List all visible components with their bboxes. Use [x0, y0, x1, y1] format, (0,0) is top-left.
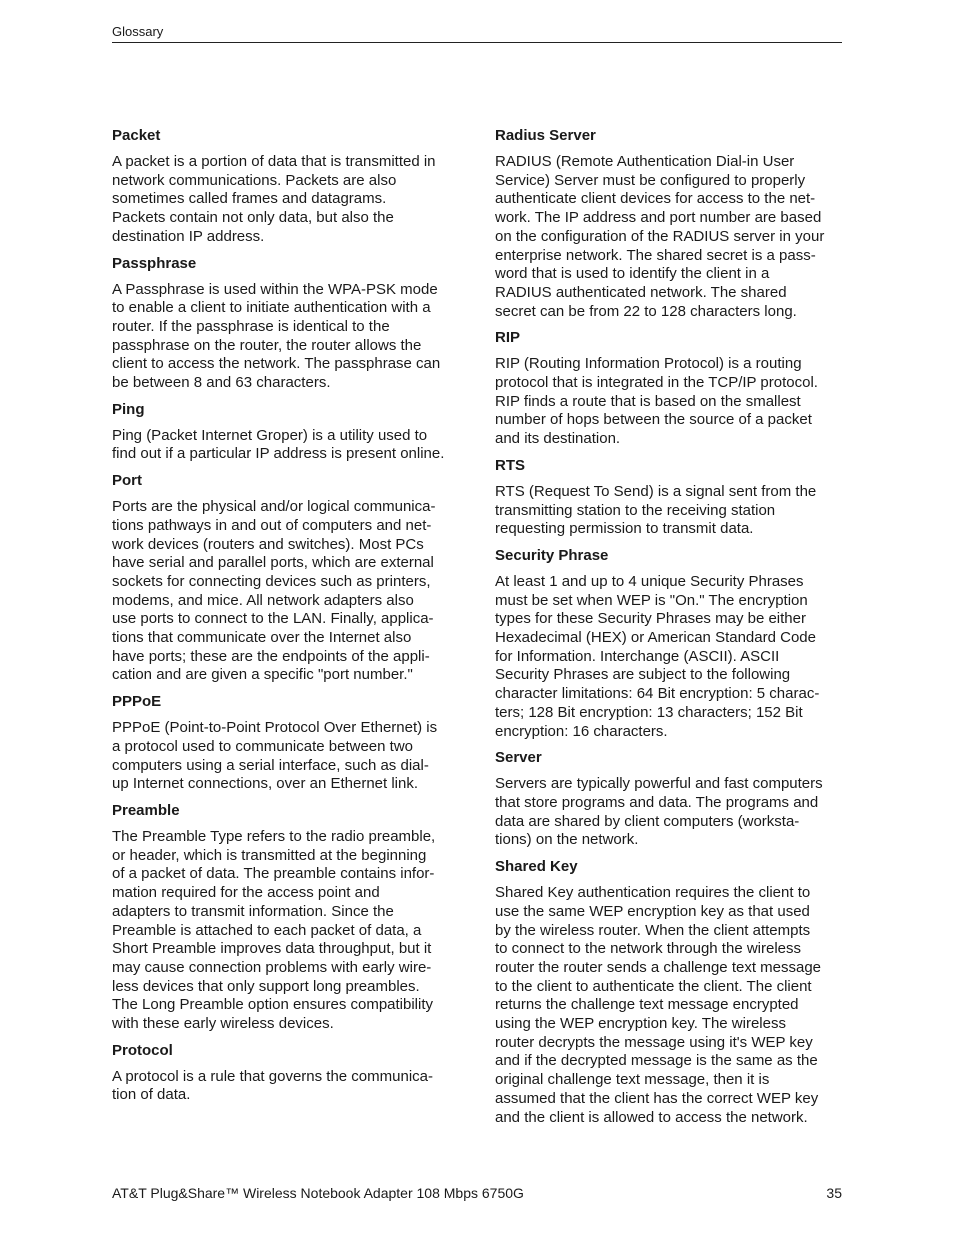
glossary-term: Port: [112, 472, 142, 490]
glossary-term: Server: [495, 749, 542, 767]
running-header: Glossary: [112, 24, 164, 39]
glossary-entry-packet: [112, 127, 460, 247]
glossary-definition: At least 1 and up to 4 unique Security Phrases must be set when WEP is "On." The encryption types for these Security Phrases may be either Hexadecimal (HEX) or American Standard Code for Information. Interchange (ASCII). ASCII Security Phrases are subject to the following character limitations: 64 Bit encryption: 5 charac- ters; 128 Bit encryption: 13 characters; 152 Bit encryption: 16 characters.: [495, 572, 820, 740]
glossary-entry-port: [112, 472, 460, 685]
glossary-entry-rip: [495, 329, 843, 449]
glossary-definition: RTS (Request To Send) is a signal sent from the transmitting station to the receiving station requesting permission to transmit data.: [495, 482, 817, 538]
glossary-definition: A protocol is a rule that governs the communica- tion of data.: [112, 1067, 433, 1104]
glossary-column-right: [495, 127, 843, 1135]
glossary-entry-radius-server: [495, 127, 843, 321]
glossary-entry-protocol: [112, 1042, 460, 1105]
glossary-term: RTS: [495, 456, 525, 474]
glossary-entry-server: [495, 749, 843, 850]
glossary-definition: PPPoE (Point-to-Point Protocol Over Ethernet) is a protocol used to communicate between two computers using a serial interface, such as dial- up Internet connections, over an Ethernet link.: [112, 719, 438, 793]
glossary-definition: Shared Key authentication requires the client to use the same WEP encryption key as that used by the wireless router. When the client attempts to connect to the network through the wireless router the router sends a challenge text message to the client to authenticate the client. The client returns the challenge text message encrypted using the WEP encryption key. The wireless router decrypts the message using it's WEP key and if the decrypted message is the same as the original challenge text message, then it is assumed that the client has the correct WEP key and the client is allowed to access the network.: [495, 884, 822, 1126]
glossary-definition: A packet is a portion of data that is transmitted in network communications. Packets are also sometimes called frames and datagrams. Packets contain not only data, but also the destination IP address.: [112, 153, 436, 245]
glossary-definition: RIP (Routing Information Protocol) is a routing protocol that is integrated in the TCP/IP protocol. RIP finds a route that is based on the smallest number of hops between the source of a packet and its destination.: [495, 355, 818, 448]
glossary-definition: RADIUS (Remote Authentication Dial-in User Service) Server must be configured to properly authenticate client devices for access to the net- work. The IP address and port number are based on the configuration of the RADIUS server in your enterprise network. The shared secret is a pass- word that is used to identify the client in a RADIUS authenticated network. The shared secret can be from 22 to 128 characters long.: [495, 153, 825, 320]
glossary-term: Security Phrase: [495, 546, 609, 564]
glossary-entry-preamble: [112, 802, 460, 1034]
glossary-term: Protocol: [112, 1041, 173, 1059]
glossary-entry-ping: [112, 401, 460, 464]
glossary-term: Preamble: [112, 801, 180, 819]
glossary-term: PPPoE: [112, 693, 162, 711]
glossary-term: Radius Server: [495, 127, 596, 144]
glossary-column-left: [112, 127, 460, 1113]
glossary-entry-security-phrase: [495, 547, 843, 741]
glossary-entry-passphrase: [112, 255, 460, 393]
glossary-definition: Ports are the physical and/or logical communica- tions pathways in and out of computers and net- work devices (routers and switches). Most PCs have serial and parallel ports, which are external sockets for connecting devices such as printers, modems, and mice. All network adapters also use ports to connect to the LAN. Finally, applica- tions that communicate over the Internet also have ports; these are the endpoints of the appli- cation and are given a specific "port number.": [112, 498, 436, 684]
glossary-term: Packet: [112, 127, 161, 144]
header-rule: [112, 42, 842, 43]
glossary-entry-shared-key: [495, 858, 843, 1127]
glossary-definition: Ping (Packet Internet Groper) is a utility used to find out if a particular IP address is present online.: [112, 426, 445, 463]
glossary-definition: The Preamble Type refers to the radio preamble, or header, which is transmitted at the beginning of a packet of data. The preamble contains infor- mation required for the access point and adapters to transmit information. Since the Preamble is attached to each packet of data, a Short Preamble improves data throughput, but it may cause connection problems with early wire- less devices that only support long preambles. The Long Preamble option ensures compatibility with these early wireless devices.: [112, 827, 436, 1033]
glossary-term: Shared Key: [495, 858, 578, 876]
glossary-term: Passphrase: [112, 254, 197, 272]
page-number: 35: [826, 1185, 842, 1201]
glossary-entry-rts: [495, 457, 843, 539]
glossary-definition: A Passphrase is used within the WPA-PSK mode to enable a client to initiate authentication with a router. If the passphrase is identical to the passphrase on the router, the router allows the client to access the network. The passphrase can be between 8 and 63 characters.: [112, 280, 441, 392]
footer-product-title: AT&T Plug&Share™ Wireless Notebook Adapter 108 Mbps 6750G: [112, 1185, 524, 1201]
glossary-term: RIP: [495, 329, 521, 347]
glossary-definition: Servers are typically powerful and fast computers that store programs and data. The programs and data are shared by client computers (worksta- tions) on the network.: [495, 775, 823, 849]
glossary-entry-pppoe: [112, 693, 460, 794]
glossary-term: Ping: [112, 400, 145, 418]
